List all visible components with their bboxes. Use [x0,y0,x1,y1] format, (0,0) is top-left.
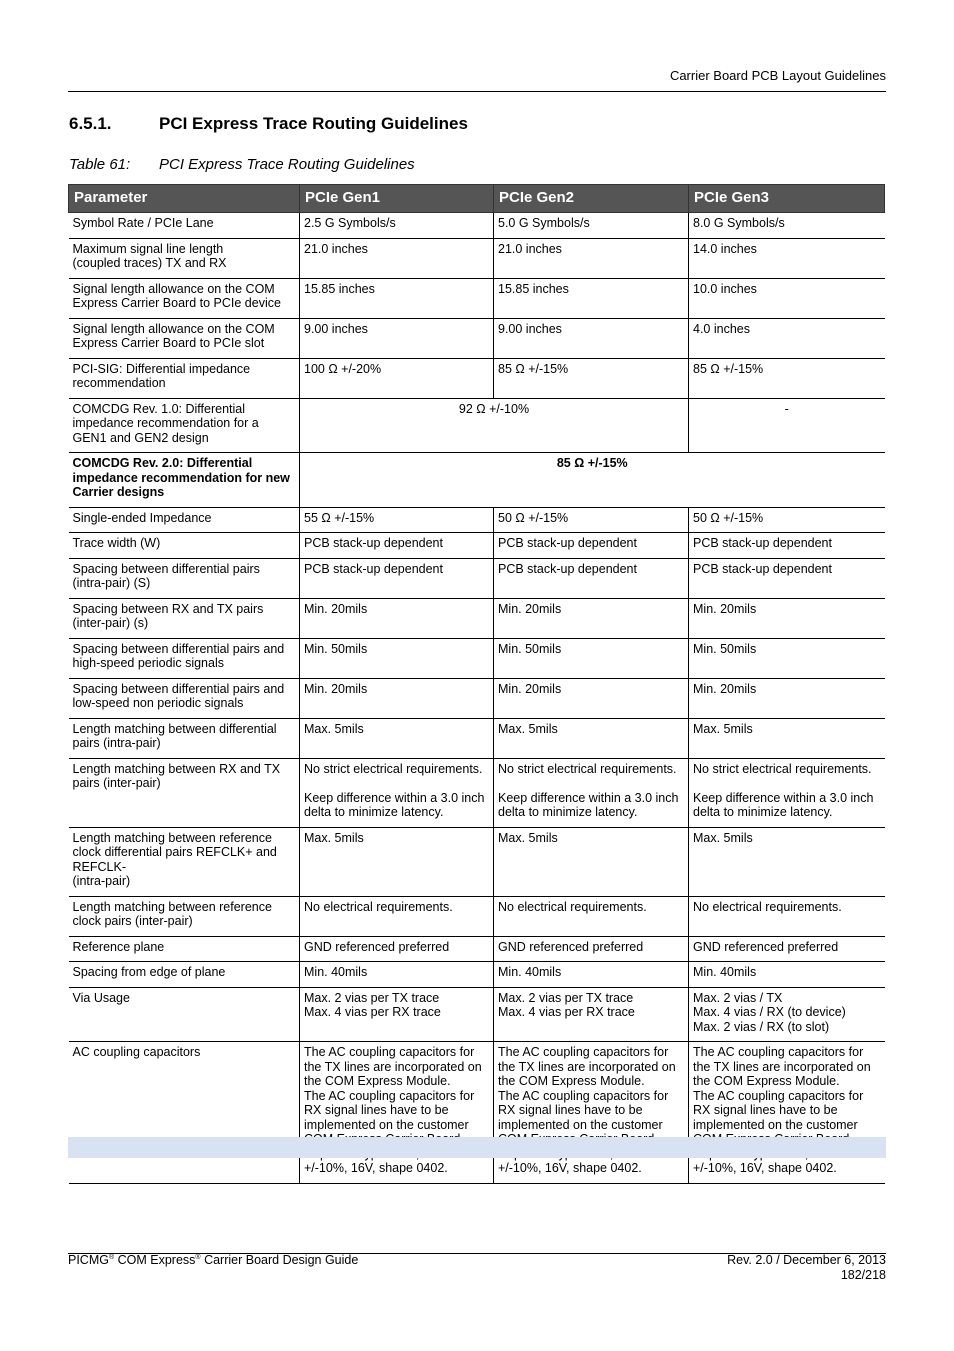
parameter-cell: PCI-SIG: Differential impedance recommendation [69,358,300,398]
value-cell: Max. 5mils [494,827,689,896]
parameter-cell: Spacing between differential pairs and low-speed non periodic signals [69,678,300,718]
value-cell: Max. 5mils [689,718,885,758]
table-row [69,896,885,936]
column-header-parameter: Parameter [69,185,300,213]
table-row [69,598,885,638]
value-cell: 8.0 G Symbols/s [689,213,885,239]
table-row [69,358,885,398]
table-row [69,827,885,896]
parameter-cell: Maximum signal line length (coupled traces) TX and RX [69,238,300,278]
page-number: 182/218 [840,1267,886,1282]
table-caption [69,156,415,173]
column-header-gen3: PCIe Gen3 [689,185,885,213]
footer-revision: Rev. 2.0 / December 6, 2013 [727,1253,886,1267]
value-cell: 21.0 inches [494,238,689,278]
table-row [69,987,885,1042]
value-cell: 10.0 inches [689,278,885,318]
value-cell: No strict electrical requirements. Keep difference within a 3.0 inch delta to minimize latency. [494,758,689,827]
value-cell: The AC coupling capacitors for the TX lines are incorporated on the COM Express Module. The AC coupling capacitors for RX signal lines have to be implemented on the customer +/-10%, 16V, shape 0402. [494,1042,689,1184]
table-row [69,507,885,533]
value-cell: 92 Ω +/-10% [300,398,689,453]
value-cell: 85 Ω +/-15% [689,358,885,398]
value-cell: 15.85 inches [494,278,689,318]
value-cell: 5.0 G Symbols/s [494,213,689,239]
value-cell: 50 Ω +/-15% [689,507,885,533]
column-header-gen2: PCIe Gen2 [494,185,689,213]
value-cell: Min. 50mils [494,638,689,678]
parameter-cell: Reference plane [69,936,300,962]
value-cell: Max. 2 vias / TX Max. 4 vias / RX (to device) Max. 2 vias / RX (to slot) [689,987,885,1042]
value-cell: Min. 20mils [300,678,494,718]
value-cell: Min. 50mils [689,638,885,678]
footer-document-title [68,1253,358,1267]
section-heading [69,114,468,134]
value-cell: Max. 5mils [300,718,494,758]
parameter-cell: COMCDG Rev. 2.0: Differential impedance recommendation for new Carrier designs [69,453,300,508]
footer-guide: Carrier Board Design Guide [200,1253,359,1267]
table-row [69,558,885,598]
table-row [69,962,885,988]
value-cell: 55 Ω +/-15% [300,507,494,533]
table-row [69,533,885,559]
parameter-cell: Via Usage [69,987,300,1042]
value-cell: GND referenced preferred [689,936,885,962]
table-row [69,1042,885,1184]
table-row [69,936,885,962]
value-cell: No electrical requirements. [689,896,885,936]
value-cell: 100 Ω +/-20% [300,358,494,398]
parameter-cell: Spacing between differential pairs and high-speed periodic signals [69,638,300,678]
value-cell: Min. 20mils [494,598,689,638]
footer-brand: PICMG [68,1253,109,1267]
value-cell: No strict electrical requirements. Keep difference within a 3.0 inch delta to minimize latency. [689,758,885,827]
parameter-cell: Length matching between reference clock differential pairs REFCLK+ and REFCLK- (intra-pair) [69,827,300,896]
table-row [69,718,885,758]
value-cell: PCB stack-up dependent [300,558,494,598]
footer-meta [727,1253,886,1282]
table-row [69,278,885,318]
parameter-cell: Trace width (W) [69,533,300,559]
value-cell: No electrical requirements. [494,896,689,936]
footer-reg-mark: ® [108,1253,115,1261]
value-cell: The AC coupling capacitors for the TX lines are incorporated on the COM Express Module. The AC coupling capacitors for RX signal lines have to be implemented on the customer +/-10%, 16V, shape 0402. [689,1042,885,1184]
value-cell: Min. 40mils [494,962,689,988]
value-cell: 50 Ω +/-15% [494,507,689,533]
parameter-cell: Spacing between RX and TX pairs (inter-pair) (s) [69,598,300,638]
table-row [69,678,885,718]
header-divider [68,91,886,92]
running-header: Carrier Board PCB Layout Guidelines [669,68,886,83]
value-cell: Min. 20mils [689,598,885,638]
value-cell: Max. 5mils [689,827,885,896]
value-cell: Max. 5mils [300,827,494,896]
value-cell: No electrical requirements. [300,896,494,936]
table-caption-number: Table 61: [69,156,131,173]
table-caption-title: PCI Express Trace Routing Guidelines [159,156,415,173]
pcie-routing-table [68,184,885,1184]
parameter-cell: Length matching between RX and TX pairs (inter-pair) [69,758,300,827]
value-cell: PCB stack-up dependent [689,533,885,559]
value-cell: Min. 40mils [689,962,885,988]
value-cell: PCB stack-up dependent [300,533,494,559]
value-cell: 21.0 inches [300,238,494,278]
value-cell: Min. 50mils [300,638,494,678]
value-cell: Min. 20mils [300,598,494,638]
table-row [69,638,885,678]
value-cell: 14.0 inches [689,238,885,278]
value-cell: 4.0 inches [689,318,885,358]
section-title: PCI Express Trace Routing Guidelines [159,114,468,133]
parameter-cell: Symbol Rate / PCIe Lane [69,213,300,239]
value-cell: Min. 40mils [300,962,494,988]
value-cell: 2.5 G Symbols/s [300,213,494,239]
section-number: 6.5.1. [69,114,112,133]
parameter-cell: Spacing from edge of plane [69,962,300,988]
value-cell: 85 Ω +/-15% [300,453,885,508]
parameter-cell: COMCDG Rev. 1.0: Differential impedance recommendation for a GEN1 and GEN2 design [69,398,300,453]
value-cell: No strict electrical requirements. Keep difference within a 3.0 inch delta to minimize latency. [300,758,494,827]
table-row [69,398,885,453]
value-cell: 85 Ω +/-15% [494,358,689,398]
table-footer-band [68,1137,886,1158]
footer-product: COM Express [114,1253,196,1267]
value-cell: Min. 20mils [689,678,885,718]
table-row [69,453,885,508]
column-header-gen1: PCIe Gen1 [300,185,494,213]
value-cell: PCB stack-up dependent [494,558,689,598]
value-cell: 15.85 inches [300,278,494,318]
value-cell: GND referenced preferred [300,936,494,962]
value-cell: GND referenced preferred [494,936,689,962]
parameter-cell: Length matching between reference clock pairs (inter-pair) [69,896,300,936]
value-cell: PCB stack-up dependent [689,558,885,598]
parameter-cell: Length matching between differential pairs (intra-pair) [69,718,300,758]
table-header-row [69,185,885,213]
value-cell: Max. 5mils [494,718,689,758]
parameter-cell: Spacing between differential pairs (intra-pair) (S) [69,558,300,598]
table-row [69,238,885,278]
value-cell: The AC coupling capacitors for the TX lines are incorporated on the COM Express Module. The AC coupling capacitors for RX signal lines have to be implemented on the customer +/-10%, 16V, shape 0402. [300,1042,494,1184]
parameter-cell: Signal length allowance on the COM Express Carrier Board to PCIe device [69,278,300,318]
table-row [69,318,885,358]
table-row [69,213,885,239]
value-cell: - [689,398,885,453]
parameter-cell: Signal length allowance on the COM Express Carrier Board to PCIe slot [69,318,300,358]
value-cell: PCB stack-up dependent [494,533,689,559]
table-row [69,758,885,827]
value-cell: 9.00 inches [300,318,494,358]
value-cell: Max. 2 vias per TX trace Max. 4 vias per RX trace [300,987,494,1042]
value-cell: Min. 20mils [494,678,689,718]
value-cell: Max. 2 vias per TX trace Max. 4 vias per RX trace [494,987,689,1042]
table-body [69,213,885,1184]
footer-reg-mark: ® [195,1253,201,1261]
parameter-cell: AC coupling capacitors [69,1042,300,1184]
parameter-cell: Single-ended Impedance [69,507,300,533]
value-cell: 9.00 inches [494,318,689,358]
